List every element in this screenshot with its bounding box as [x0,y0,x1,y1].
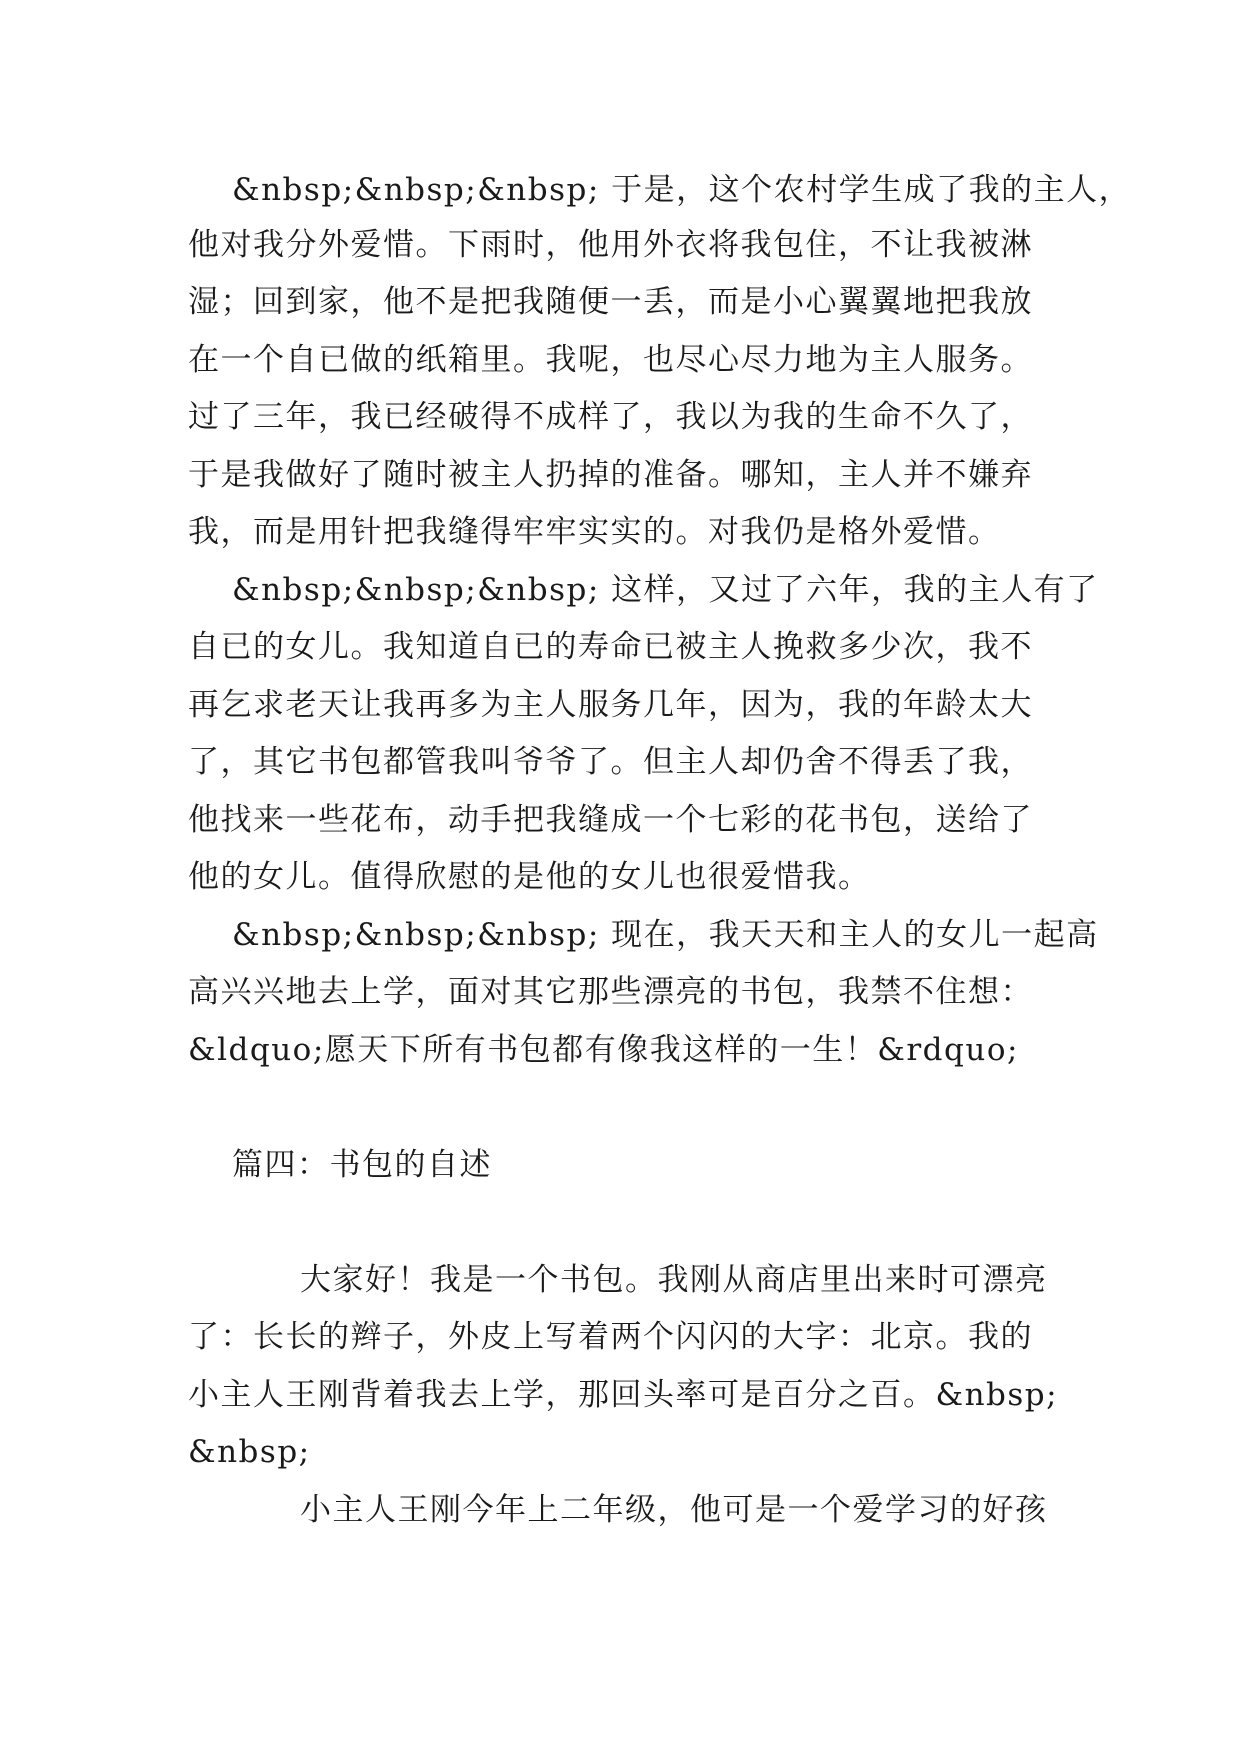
paragraph-2-line-2: 自已的女儿。我知道自已的寿命已被主人挽救多少次，我不 [188,629,1033,665]
paragraph-1-line-2: 他对我分外爱惜。下雨时，他用外衣将我包住，不让我被淋 [188,227,1033,263]
paragraph-4-line-4: &nbsp; [188,1434,311,1470]
paragraph-1-line-1: &nbsp;&nbsp;&nbsp; 于是，这个农村学生成了我的主人， [232,172,1132,208]
section-title: 篇四：书包的自述 [232,1147,492,1183]
paragraph-1-line-5: 过了三年，我已经破得不成样了，我以为我的生命不久了， [188,399,1033,435]
paragraph-1-line-6: 于是我做好了随时被主人扔掉的准备。哪知，主人并不嫌弃 [188,457,1033,493]
paragraph-2-line-3: 再乞求老天让我再多为主人服务几年，因为，我的年龄太大 [188,687,1033,723]
paragraph-4-line-1: 大家好！我是一个书包。我刚从商店里出来时可漂亮 [300,1262,1048,1298]
paragraph-1-line-4: 在一个自已做的纸箱里。我呢，也尽心尽力地为主人服务。 [188,342,1033,378]
paragraph-3-line-1: &nbsp;&nbsp;&nbsp; 现在，我天天和主人的女儿一起高 [232,917,1099,953]
paragraph-2-line-4: 了，其它书包都管我叫爷爷了。但主人却仍舍不得丢了我， [188,744,1033,780]
paragraph-2-line-1: &nbsp;&nbsp;&nbsp; 这样，又过了六年，我的主人有了 [232,572,1099,608]
paragraph-4-line-2: 了：长长的辫子，外皮上写着两个闪闪的大字：北京。我的 [188,1319,1033,1355]
paragraph-1-line-3: 湿；回到家，他不是把我随便一丢，而是小心翼翼地把我放 [188,284,1033,320]
paragraph-4-line-3: 小主人王刚背着我去上学，那回头率可是百分之百。&nbsp; [188,1377,1059,1413]
paragraph-3-line-3: &ldquo;愿天下所有书包都有像我这样的一生！&rdquo; [188,1032,1019,1068]
paragraph-1-line-7: 我，而是用针把我缝得牢牢实实的。对我仍是格外爱惜。 [188,514,1001,550]
paragraph-2-line-5: 他找来一些花布，动手把我缝成一个七彩的花书包，送给了 [188,802,1033,838]
paragraph-2-line-6: 他的女儿。值得欣慰的是他的女儿也很爱惜我。 [188,859,871,895]
paragraph-5-line-1: 小主人王刚今年上二年级，他可是一个爱学习的好孩 [300,1492,1048,1528]
paragraph-3-line-2: 高兴兴地去上学，面对其它那些漂亮的书包，我禁不住想： [188,974,1033,1010]
